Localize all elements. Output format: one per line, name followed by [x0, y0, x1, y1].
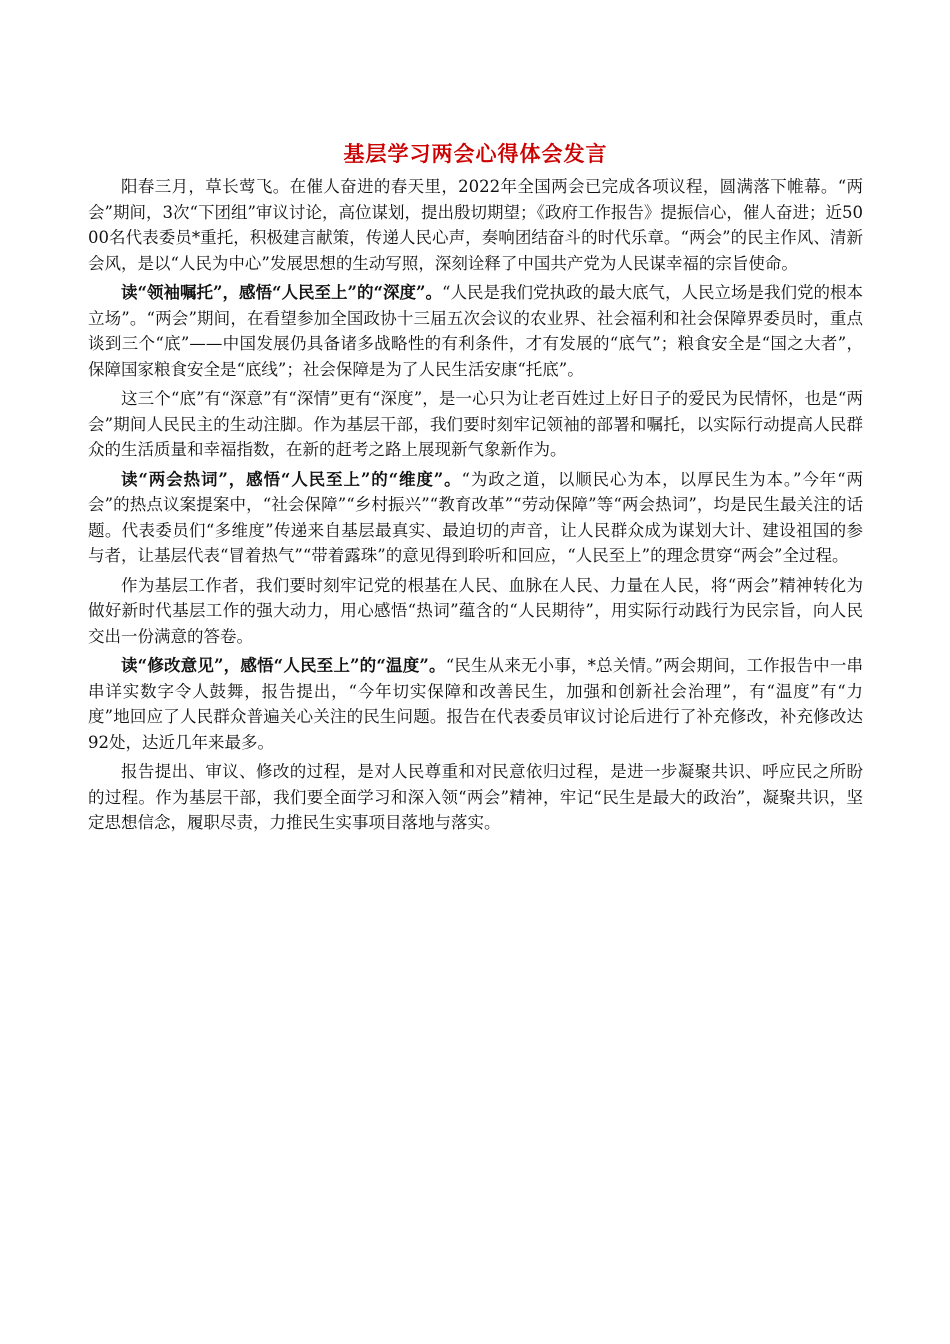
paragraph-2-body: “人民是我们党执政的最大底气，人民立场是我们党的根本立场”。“两会”期间，在看望参加全国政协十三届五次会议的农业界、社会福利和社会保障界委员时，重点谈到三个“底”——中国发展仍具备诸多战略性的有利条件，才有发展的“底气”；粮食安全是“国之大者”，保障国家粮食安全是“底线”；社会保障是为了人民生活安康“托底”。 — [88, 283, 863, 379]
paragraph-4 — [88, 467, 863, 569]
paragraph-6-lead: 读“修改意见”，感悟“人民至上”的“温度”。 — [121, 656, 446, 675]
paragraph-5 — [88, 573, 863, 650]
document-page — [88, 138, 863, 840]
paragraph-7-body: 报告提出、审议、修改的过程，是对人民尊重和对民意依归过程，是进一步凝聚共识、呼应民之所盼的过程。作为基层干部，我们要全面学习和深入领“两会”精神，牢记“民生是最大的政治”，凝聚共识，坚定思想信念，履职尽责，力推民生实事项目落地与落实。 — [88, 762, 863, 832]
paragraph-4-body: “为政之道，以顺民心为本，以厚民生为本。”今年“两会”的热点议案提案中，“社会保障”“乡村振兴”“教育改革”“劳动保障”等“两会热词”，均是民生最关注的话题。代表委员们“多维度”传递来自基层最真实、最迫切的声音，让人民群众成为谋划大计、建设祖国的参与者，让基层代表“冒着热气”“带着露珠”的意见得到聆听和回应，“人民至上”的理念贯穿“两会”全过程。 — [88, 469, 863, 565]
paragraph-1 — [88, 174, 863, 276]
paragraph-7 — [88, 759, 863, 836]
document-title: 基层学习两会心得体会发言 — [343, 141, 608, 166]
paragraph-3-body: 这三个“底”有“深意”有“深情”更有“深度”，是一心只为让老百姓过上好日子的爱民为民情怀，也是“两会”期间人民民主的生动注脚。作为基层干部，我们要时刻牢记领袖的部署和嘱托，以实际行动提高人民群众的生活质量和幸福指数，在新的赶考之路上展现新气象新作为。 — [88, 389, 863, 459]
paragraph-1-body: 阳春三月，草长莺飞。在催人奋进的春天里，2022年全国两会已完成各项议程，圆满落下帷幕。“两会”期间，3次“下团组”审议讨论，高位谋划，提出殷切期望；《政府工作报告》提振信心，催人奋进；近5000名代表委员*重托，积极建言献策，传递人民心声，奏响团结奋斗的时代乐章。“两会”的民主作风、清新会风，是以“人民为中心”发展思想的生动写照，深刻诠释了中国共产党为人民谋幸福的宗旨使命。 — [88, 177, 863, 273]
paragraph-3 — [88, 386, 863, 463]
paragraph-6-body: “民生从来无小事，*总关情。”两会期间，工作报告中一串串详实数字令人鼓舞，报告提出，“今年切实保障和改善民生，加强和创新社会治理”，有“温度”有“力度”地回应了人民群众普遍关心关注的民生问题。报告在代表委员审议讨论后进行了补充修改，补充修改达92处，达近几年来最多。 — [88, 656, 864, 752]
paragraph-4-lead: 读“两会热词”，感悟“人民至上”的“维度”。 — [121, 469, 462, 489]
paragraph-2-lead: 读“领袖嘱托”，感悟“人民至上”的“深度”。 — [121, 283, 442, 302]
paragraph-5-body: 作为基层工作者，我们要时刻牢记党的根基在人民、血脉在人民、力量在人民，将“两会”精神转化为做好新时代基层工作的强大动力，用心感悟“热词”蕴含的“人民期待”，用实际行动践行为民宗旨，向人民交出一份满意的答卷。 — [88, 575, 863, 646]
paragraph-2 — [88, 280, 863, 382]
paragraph-6 — [88, 653, 863, 755]
